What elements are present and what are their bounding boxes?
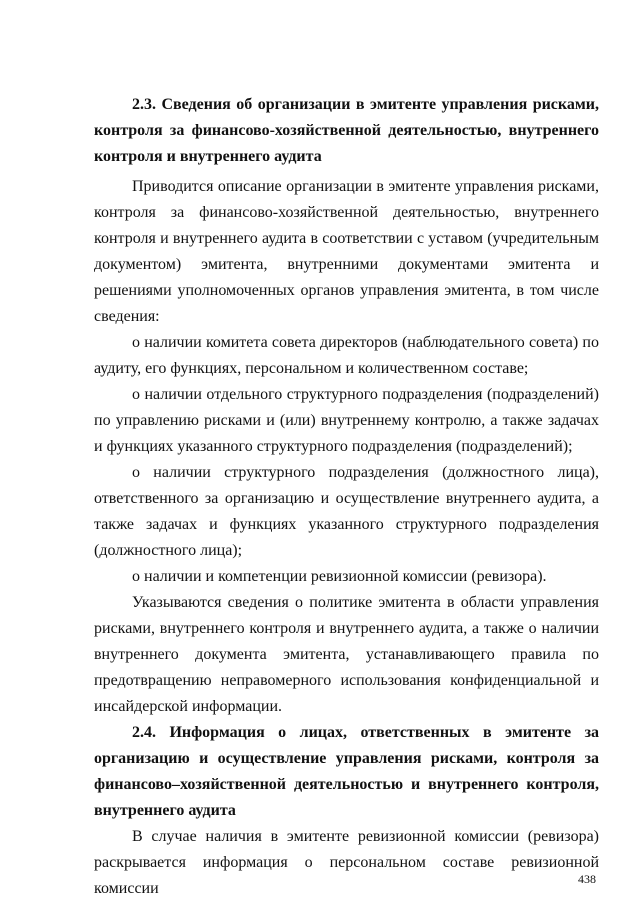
paragraph-audit-committee: о наличии комитета совета директоров (наблюдательного совета) по аудиту, его функциях, персональном и количественном составе; — [94, 334, 599, 377]
paragraph-internal-audit-unit: о наличии структурного подразделения (должностного лица), ответственного за организацию и осуществление внутреннего аудита, а также задачах и функциях указанного структурного подразделения (должностного лица); — [94, 464, 599, 559]
paragraph-description: Приводится описание организации в эмитенте управления рисками, контроля за финансово-хозяйственной деятельностью, внутреннего контроля и внутреннего аудита в соответствии с уставом (учредительным документом) эмитента, внутренними документами эмитента и решениями уполномоченных органов управления эмитента, в том числе сведения: — [94, 178, 599, 325]
page-content — [94, 92, 599, 902]
paragraph-policy: Указываются сведения о политике эмитента в области управления рисками, внутреннего контроля и внутреннего аудита, а также о наличии внутреннего документа эмитента, устанавливающего правила по предотвращению неправомерного использования конфиденциальной и инсайдерской информации. — [94, 594, 599, 715]
paragraph-risk-unit: о наличии отдельного структурного подразделения (подразделений) по управлению рисками и (или) внутреннему контролю, а также задачах и функциях указанного структурного подразделения (подразделений); — [94, 386, 599, 455]
section-heading-2-4: 2.4. Информация о лицах, ответственных в эмитенте за организацию и осуществление управления рисками, контроля за финансово–хозяйственной деятельностью и внутреннего контроля, внутреннего аудита — [94, 724, 599, 819]
section-heading-2-3: 2.3. Сведения об организации в эмитенте управления рисками, контроля за финансово-хозяйственной деятельностью, внутреннего контроля и внутреннего аудита — [94, 96, 599, 165]
paragraph-revision-commission: о наличии и компетенции ревизионной комиссии (ревизора). — [132, 568, 547, 585]
page-number: 438 — [578, 872, 596, 886]
paragraph-revision-members: В случае наличия в эмитенте ревизионной комиссии (ревизора) раскрывается информация о персональном составе ревизионной комиссии — [94, 828, 599, 897]
